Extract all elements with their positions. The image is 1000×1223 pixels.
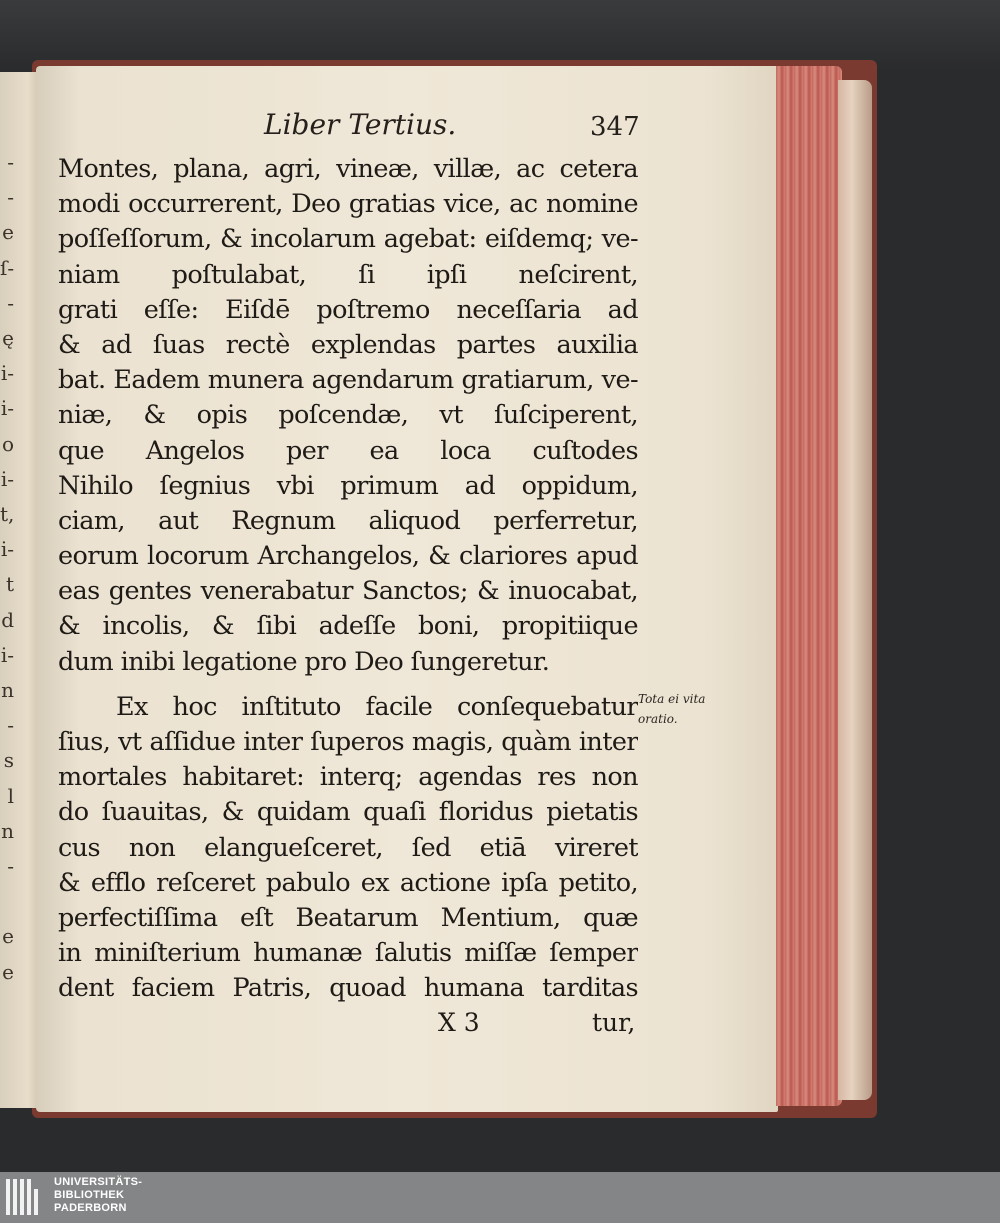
catchword: tur,	[592, 1008, 636, 1037]
left-page-fragment: n	[1, 678, 14, 702]
margin-note: oratio.	[638, 712, 678, 726]
left-page-fragment: e	[2, 924, 14, 949]
text-line: Ex hoc inſtituto facile conſequebatur	[116, 691, 638, 722]
left-page-fragment: i-	[0, 537, 14, 562]
text-line: niam poſtulabat, ſi ipſi neſcirent,	[58, 259, 638, 290]
text-line: Nihilo ſegnius vbi primum ad oppidum,	[58, 470, 638, 501]
left-page-fragment: i-	[0, 642, 14, 667]
left-page-fragment: t,	[0, 502, 15, 526]
left-page-fragment: l	[7, 783, 14, 808]
left-page-fragment: -	[7, 150, 14, 174]
red-fore-edge	[776, 66, 842, 1106]
text-line: do ſuauitas, & quidam quaſi floridus pietatis	[58, 797, 638, 828]
text-line: & efflo reſceret pabulo ex actione ipſa petito,	[58, 867, 638, 898]
left-page-fragment: -	[7, 854, 14, 878]
text-line: niæ, & opis poſcendæ, vt ſuſciperent,	[58, 400, 638, 431]
running-title: Liber Tertius.	[264, 108, 457, 141]
library-name-line: PADERBORN	[54, 1202, 127, 1214]
text-line: dent faciem Patris, quoad humana tarditas	[58, 973, 638, 1004]
page-block-edge	[838, 80, 872, 1100]
text-line: modi occurrerent, Deo gratias vice, ac nomine	[58, 189, 638, 220]
library-name	[54, 1176, 142, 1215]
text-line: dum inibi legatione pro Deo ſungeretur.	[58, 646, 550, 677]
text-line: bat. Eadem munera agendarum gratiarum, ve-	[58, 365, 638, 396]
left-page-fragment: -	[7, 290, 14, 315]
page-number: 347	[590, 112, 640, 142]
text-line: mortales habitaret: interq; agendas res non	[58, 762, 638, 793]
left-page-fragment: s	[3, 748, 14, 773]
text-line: & incolis, & ſibi adeſſe boni, propitiique	[58, 611, 638, 642]
text-line: cus non elangueſceret, ſed etiā vireret	[58, 832, 638, 863]
library-footer	[0, 1172, 1000, 1223]
signature-mark: X 3	[438, 1008, 480, 1037]
text-line: eas gentes venerabatur Sanctos; & inuocabat,	[58, 576, 638, 607]
margin-note: Tota ei vita	[638, 692, 706, 706]
left-page-fragment: i-	[0, 466, 14, 491]
left-page-fragment: ę	[2, 326, 14, 350]
left-page-fragment: -	[7, 185, 14, 210]
library-name-line: UNIVERSITÄTS-	[54, 1176, 143, 1188]
left-page-fragment: i-	[0, 361, 14, 386]
library-name-line: BIBLIOTHEK	[54, 1189, 125, 1201]
left-page-fragment: ſ-	[0, 255, 15, 280]
text-line: Montes, plana, agri, vineæ, villæ, ac cetera	[58, 154, 638, 184]
left-page-fragment: d	[1, 607, 14, 632]
text-line: eorum locorum Archangelos, & clariores apud	[58, 541, 638, 572]
text-line: que Angelos per ea loca cuſtodes	[58, 435, 638, 466]
left-page-fragment: t	[5, 572, 14, 597]
text-block	[58, 152, 638, 1007]
text-line: & ad ſuas rectè explendas partes auxilia	[58, 329, 638, 360]
text-line: in miniſterium humanæ ſalutis miſſæ ſemper	[58, 938, 638, 969]
left-page-fragment: n	[1, 818, 14, 843]
left-page-fragment: e	[2, 959, 14, 984]
text-line: grati eſſe: Eiſdē poſtremo neceſſaria ad	[58, 294, 638, 325]
left-page-fragment: o	[1, 431, 14, 456]
left-page-fragment: -	[7, 713, 14, 738]
library-logo-icon	[6, 1179, 44, 1215]
text-line: poſſeſſorum, & incolarum agebat: eiſdemq; ve-	[58, 224, 638, 255]
left-page-fragment: e	[2, 220, 14, 245]
text-line: ſius, vt aſſidue inter ſuperos magis, quàm inter	[58, 727, 638, 757]
text-line: perfectiſſima eſt Beatarum Mentium, quæ	[58, 902, 638, 933]
left-page-fragment: i-	[0, 396, 14, 421]
text-line: ciam, aut Regnum aliquod perferretur,	[58, 505, 638, 536]
left-page-edge	[0, 72, 41, 1108]
paragraph-gap	[58, 680, 638, 690]
